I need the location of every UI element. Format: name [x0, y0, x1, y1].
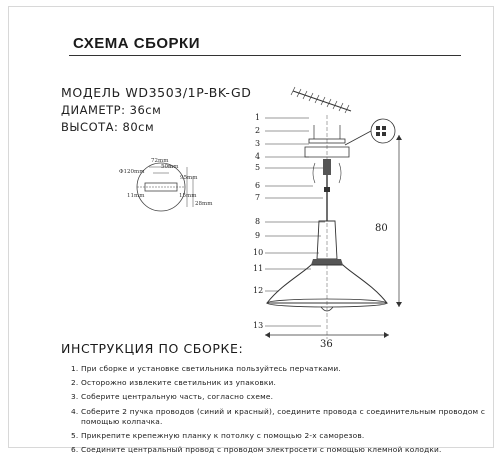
canopy-dim-72: 72mm — [151, 158, 169, 164]
canopy-dim-28: 28mm — [195, 201, 213, 207]
instruction-step: 1. При сборке и установке светильника пользуйтесь перчатками. — [71, 364, 341, 373]
part-number: 8 — [255, 217, 261, 226]
part-number: 3 — [255, 139, 261, 148]
part-number: 7 — [255, 193, 261, 202]
instruction-step: 6. Соедините центральный провод с проводом электросети с помощью клемной колодки. — [71, 444, 442, 454]
page-title: СХЕМА СБОРКИ — [73, 35, 200, 52]
ceiling-hatch — [291, 87, 351, 113]
instruction-step: 5. Прикрепите крепежную планку к потолку с помощью 2-х саморезов. — [71, 430, 365, 440]
height-label: ВЫСОТА: 80см — [61, 120, 155, 134]
canopy-detail — [119, 158, 213, 211]
hardware-detail — [345, 119, 395, 145]
part-number: 11 — [253, 264, 264, 273]
canopy-dim-15: 15mm — [179, 193, 197, 199]
instruction-step: 3. Соберите центральную часть, согласно схеме. — [71, 392, 274, 402]
canopy-dim-95: 95mm — [180, 175, 198, 181]
model-label: МОДЕЛЬ WD3503/1P-BK-GD — [61, 85, 252, 100]
part-number: 2 — [255, 126, 261, 135]
part-number: 5 — [255, 163, 261, 172]
assembly-sheet — [8, 6, 494, 454]
assembly-drawing — [9, 7, 493, 347]
canopy-dim-d120: Φ120mm — [119, 169, 145, 175]
lamp-assembly — [267, 115, 387, 339]
dimension-height: 80 — [375, 223, 388, 234]
part-number: 10 — [253, 248, 264, 257]
canopy-dim-50: 50mm — [161, 164, 179, 170]
part-number: 1 — [255, 113, 261, 122]
dimensions — [265, 135, 402, 347]
part-number: 9 — [255, 231, 261, 240]
instruction-step: 2. Осторожно извлеките светильник из упаковки. — [71, 378, 277, 388]
part-number: 12 — [253, 286, 264, 295]
instruction-step: 4. Соберите 2 пучка проводов (синий и красный), соедините провода с соединительным проводом с помощью колпачка. — [71, 406, 486, 426]
instructions-title: ИНСТРУКЦИЯ ПО СБОРКЕ: — [61, 341, 244, 356]
part-number: 4 — [255, 152, 261, 161]
dimension-width: 36 — [320, 339, 333, 347]
part-number: 6 — [255, 181, 261, 190]
canopy-dim-11: 11mm — [127, 193, 145, 199]
part-number: 13 — [253, 321, 264, 330]
part-labels — [253, 113, 325, 330]
instructions-list — [71, 364, 491, 459]
diameter-label: ДИАМЕТР: 36см — [61, 103, 162, 117]
